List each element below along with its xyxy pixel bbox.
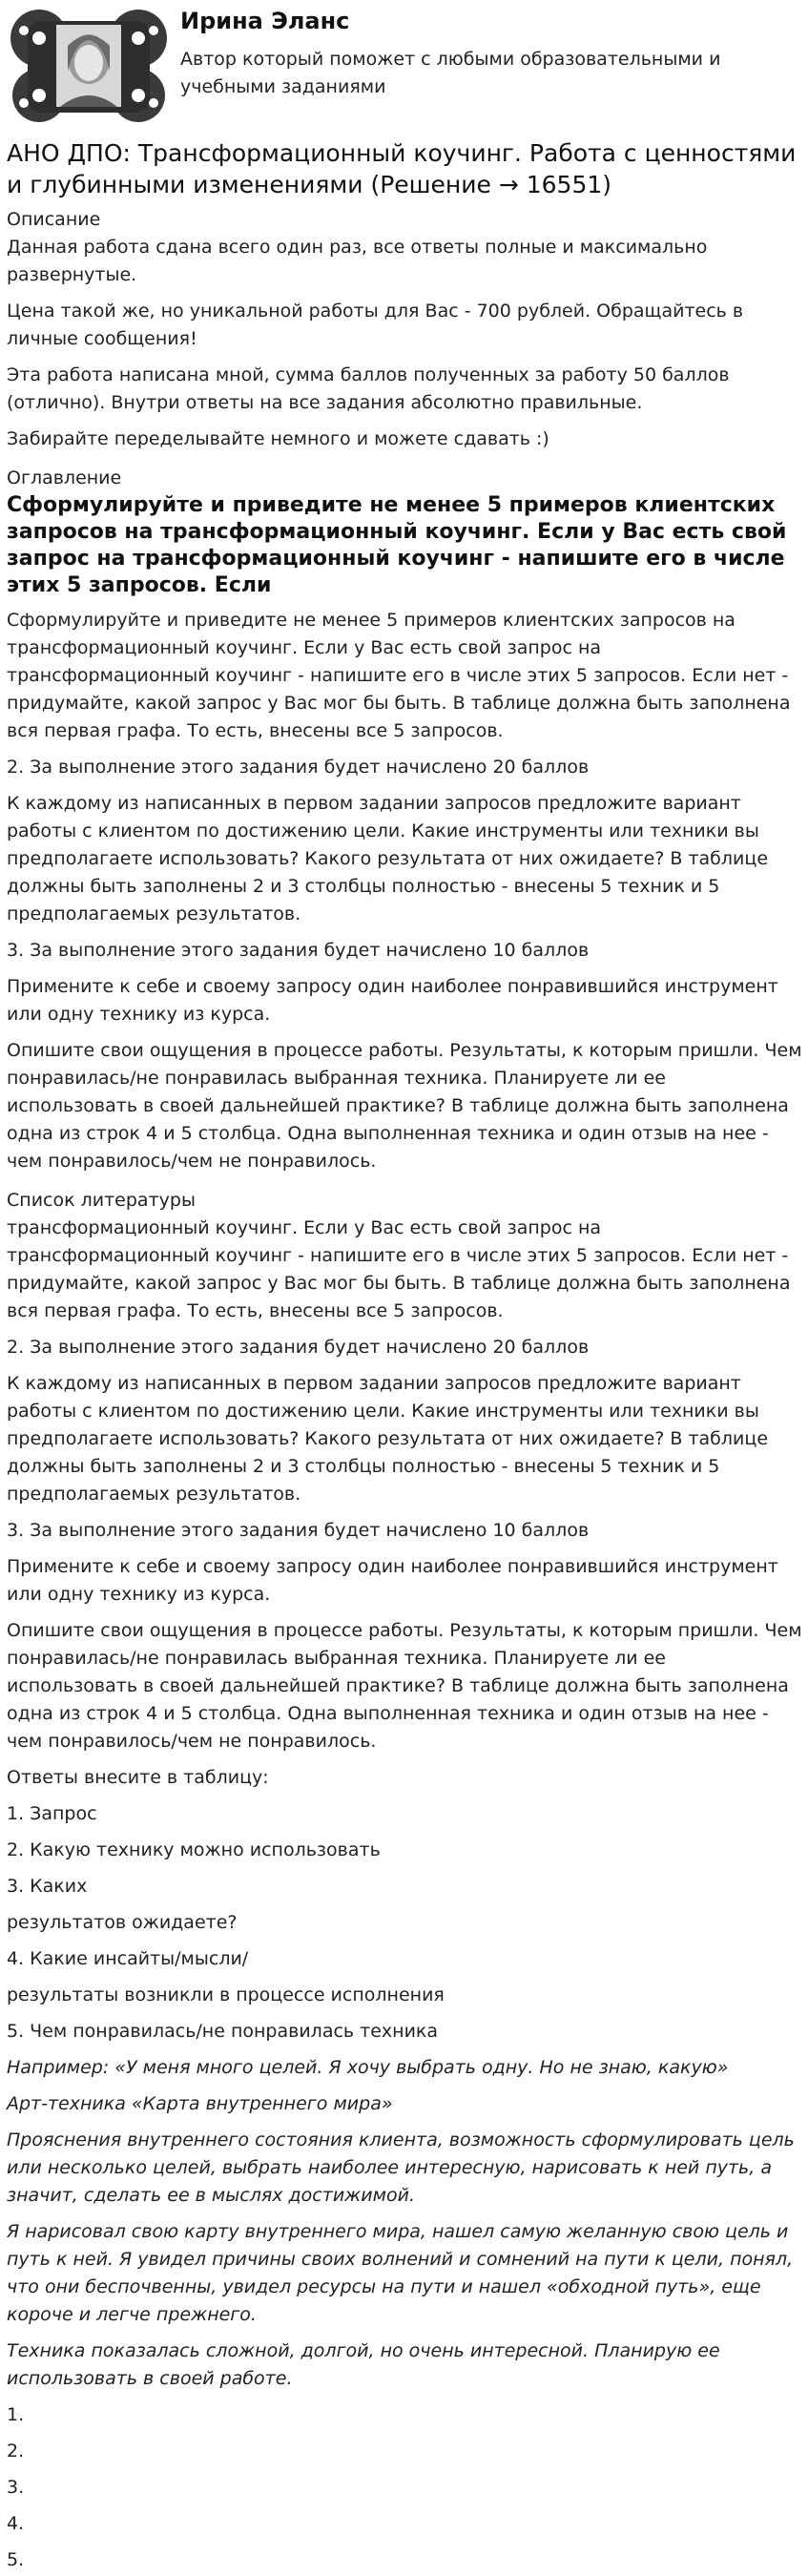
toc-label: Оглавление	[7, 467, 122, 488]
example-paragraph: Прояснения внутреннего состояния клиента, возможность сформулировать цель или несколько целей, выбрать наиболее интересную, нарисовать к ней путь, а значит, сделать ее в мыслях достижимой.	[7, 2129, 795, 2206]
description-paragraph: Цена такой же, но уникальной работы для Вас - 700 рублей. Обращайтесь в личные сообщения!	[7, 301, 744, 349]
numbered-item: 1.	[7, 2404, 25, 2425]
list-item: 1. Запрос	[7, 1803, 97, 1824]
literature-paragraph: Примените к себе и своему запросу один наиболее понравившийся инструмент или одну технику из курса.	[7, 1556, 778, 1605]
list-item: Ответы внесите в таблицу:	[7, 1767, 269, 1788]
author-description: Автор который поможет с любыми образовательными и учебными заданиями	[180, 49, 721, 97]
literature-paragraph: Опишите свои ощущения в процессе работы. Результаты, к которым пришли. Чем понравилась/не понравилась выбранная техника. Планируете ли ее использовать в своей дальнейшей практике? В таблице должна быть заполнена одна из строк 4 и 5 столбца. Одна выполненная техника и один отзыв на нее - чем понравилось/чем не понравилось.	[7, 1620, 802, 1752]
list-item: результаты возникли в процессе исполнения	[7, 1984, 445, 2005]
work-title: АНО ДПО: Трансформационный коучинг. Работа с ценностями и глубинными изменениями (Решение → 16551)	[7, 139, 797, 198]
toc-paragraph: Сформулируйте и приведите не менее 5 примеров клиентских запросов на трансформационный коучинг. Если у Вас есть свой запрос на трансформационный коучинг - напишите его в числе этих 5 запросов. Если нет - придумайте, какой запрос у Вас мог бы быть. В таблице должна быть заполнена вся первая графа. То есть, внесены все 5 запросов.	[7, 610, 791, 741]
author-name[interactable]: Ирина Эланс	[180, 8, 350, 34]
literature-paragraph: 3. За выполнение этого задания будет начислено 10 баллов	[7, 1520, 590, 1541]
toc-heading: Сформулируйте и приведите не менее 5 примеров клиентских запросов на трансформационный коучинг. Если у Вас есть свой запрос на трансформационный коучинг - напишите его в числе этих 5 запросов. Если	[7, 493, 787, 597]
table-items-list	[7, 1764, 802, 2574]
toc-paragraph: К каждому из написанных в первом задании запросов предложите вариант работы с клиентом по достижению цели. Какие инструменты или техники вы предполагаете использовать? Какого результата от них ожидаете? В таблице должны быть заполнены 2 и 3 столбцы полностью - внесены 5 техник и 5 предполагаемых результатов.	[7, 793, 769, 924]
numbered-item: 5.	[7, 2549, 25, 2570]
avatar-photo-icon[interactable]	[7, 4, 171, 126]
example-paragraph: Техника показалась сложной, долгой, но очень интересной. Планирую ее использовать в своей работе.	[7, 2340, 720, 2389]
toc-paragraph: 3. За выполнение этого задания будет начислено 10 баллов	[7, 940, 590, 961]
list-item: 2. Какую технику можно использовать	[7, 1839, 381, 1860]
toc-paragraph: 2. За выполнение этого задания будет начислено 20 баллов	[7, 757, 590, 778]
toc-section	[7, 465, 802, 1175]
numbered-item: 3.	[7, 2477, 25, 2498]
list-item: 5. Чем понравилась/не понравилась техника	[7, 2021, 439, 2042]
numbered-item: 2.	[7, 2441, 25, 2462]
description-label: Описание	[7, 209, 101, 230]
example-paragraph: Я нарисовал свою карту внутреннего мира, нашел самую желанную свою цель и путь к ней. Я увидел причины своих волнений и сомнений на пути к цели, понял, что они беспочвенны, увидел ресурсы на пути и нашел «обходной путь», еще короче и легче прежнего.	[7, 2221, 794, 2325]
description-paragraph: Данная работа сдана всего один раз, все ответы полные и максимально развернутые.	[7, 237, 708, 285]
literature-section	[7, 1187, 802, 2574]
numbered-item: 4.	[7, 2513, 25, 2534]
list-item: 4. Какие инсайты/мысли/	[7, 1948, 249, 1969]
description-paragraph: Забирайте переделывайте немного и можете сдавать :)	[7, 428, 549, 449]
list-item: 3. Каких	[7, 1876, 88, 1897]
literature-paragraph: К каждому из написанных в первом задании запросов предложите вариант работы с клиентом по достижению цели. Какие инструменты или техники вы предполагаете использовать? Какого результата от них ожидаете? В таблице должны быть заполнены 2 и 3 столбцы полностью - внесены 5 техник и 5 предполагаемых результатов.	[7, 1373, 769, 1505]
description-section	[7, 206, 802, 453]
list-item: результатов ожидаете?	[7, 1912, 238, 1933]
description-paragraph: Эта работа написана мной, сумма баллов полученных за работу 50 баллов (отлично). Внутри ответы на все задания абсолютно правильные.	[7, 364, 730, 413]
toc-paragraph: Примените к себе и своему запросу один наиболее понравившийся инструмент или одну технику из курса.	[7, 976, 778, 1025]
literature-paragraph: 2. За выполнение этого задания будет начислено 20 баллов	[7, 1337, 590, 1358]
author-header	[7, 0, 802, 134]
example-paragraph: Арт-техника «Карта внутреннего мира»	[7, 2093, 393, 2114]
literature-paragraph: трансформационный коучинг. Если у Вас есть свой запрос на трансформационный коучинг - напишите его в числе этих 5 запросов. Если нет - придумайте, какой запрос у Вас мог бы быть. В таблице должна быть заполнена вся первая графа. То есть, внесены все 5 запросов.	[7, 1217, 791, 1321]
toc-paragraph: Опишите свои ощущения в процессе работы. Результаты, к которым пришли. Чем понравилась/не понравилась выбранная техника. Планируете ли ее использовать в своей дальнейшей практике? В таблице должна быть заполнена одна из строк 4 и 5 столбца. Одна выполненная техника и один отзыв на нее - чем понравилось/чем не понравилось.	[7, 1040, 802, 1172]
example-paragraph: Например: «У меня много целей. Я хочу выбрать одну. Но не знаю, какую»	[7, 2057, 729, 2078]
literature-label: Список литературы	[7, 1190, 196, 1211]
author-info	[180, 0, 734, 101]
